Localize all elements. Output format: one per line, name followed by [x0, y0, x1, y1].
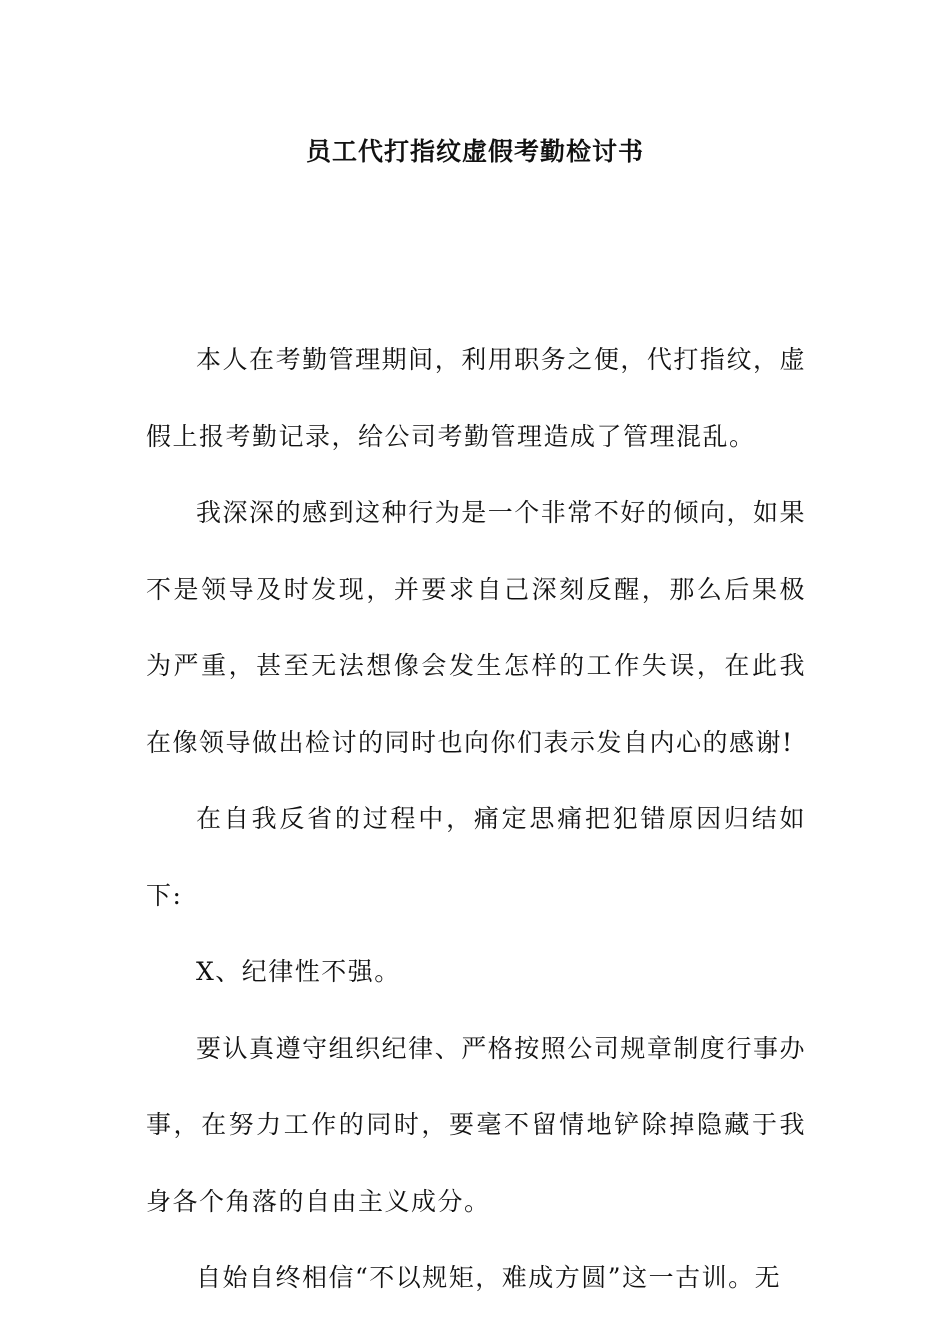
paragraph-1: 本人在考勤管理期间，利用职务之便，代打指纹，虚假上报考勤记录，给公司考勤管理造成了管理混乱。 [146, 345, 806, 451]
paragraph-4: X、纪律性不强。 [196, 957, 401, 986]
document-body [146, 322, 806, 1317]
paragraph-6: 自始自终相信“不以规矩，难成方圆”这一古训。无 [196, 1263, 782, 1292]
paragraph-2: 我深深的感到这种行为是一个非常不好的倾向，如果不是领导及时发现，并要求自己深刻反醒，那么后果极为严重，甚至无法想像会发生怎样的工作失误，在此我在像领导做出检讨的同时也向你们表示发自内心的感谢! [146, 498, 806, 757]
document-title: 员工代打指纹虚假考勤检讨书 [305, 137, 644, 166]
paragraph-3: 在自我反省的过程中，痛定思痛把犯错原因归结如下: [146, 804, 806, 910]
paragraph-5: 要认真遵守组织纪律、严格按照公司规章制度行事办事，在努力工作的同时，要毫不留情地铲除掉隐藏于我身各个角落的自由主义成分。 [146, 1033, 806, 1216]
